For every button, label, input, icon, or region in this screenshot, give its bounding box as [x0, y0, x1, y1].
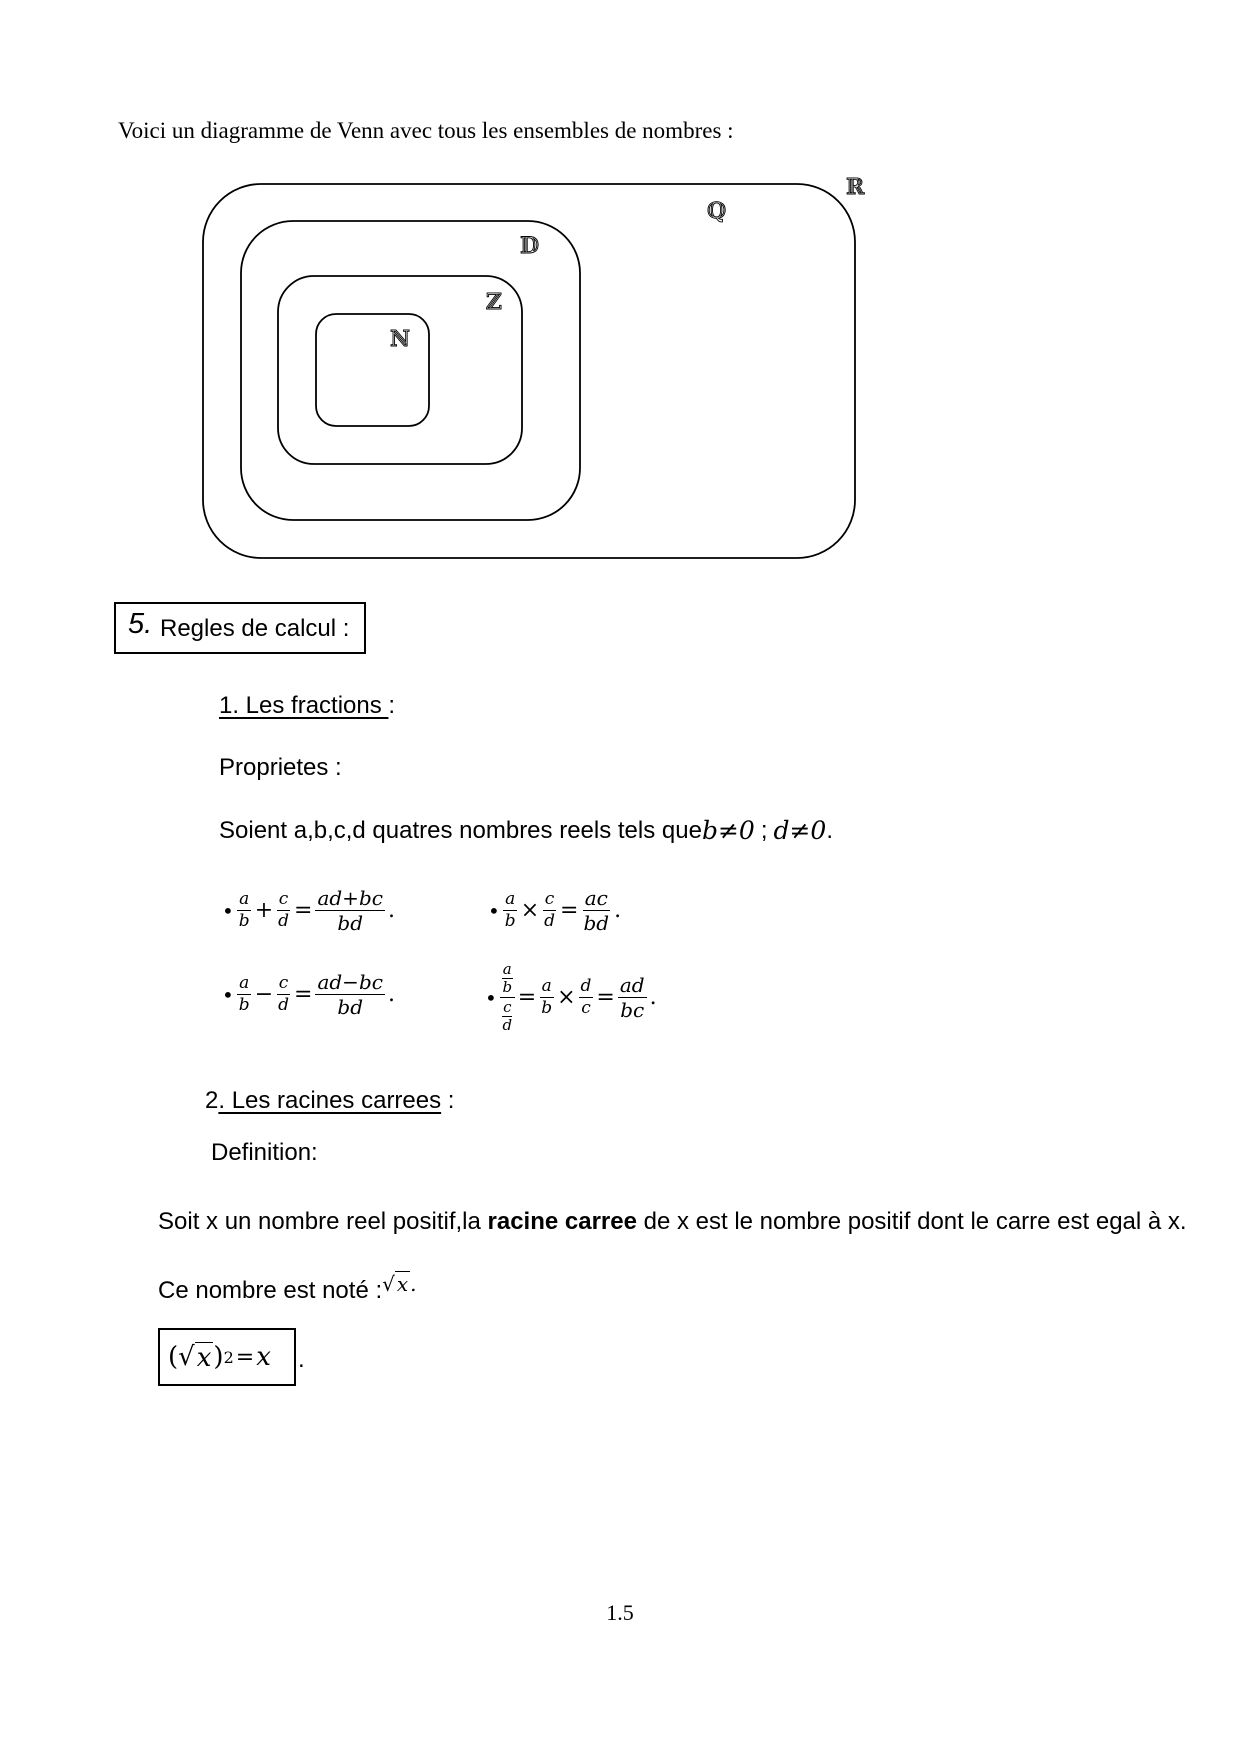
fractions-heading: 1. Les fractions :: [219, 692, 396, 719]
noted-line: Ce nombre est noté : √ x .: [158, 1272, 417, 1304]
label-r: ℝ: [846, 175, 865, 200]
identity-box: ( √ x ) 2 = x: [158, 1328, 296, 1386]
intro-text: Voici un diagramme de Venn avec tous les ensembles de nombres :: [118, 118, 734, 143]
formula-division: • a b c d = $\frac{a}{b}$ × $\frac{d}{c}$ = $\frac{ad}{bc}$ .: [485, 960, 657, 1034]
properties-label: Proprietes :: [219, 754, 342, 781]
label-n: ℕ: [390, 327, 411, 352]
sqrt-x-symbol: √ x .: [382, 1272, 417, 1296]
label-q: ℚ: [707, 199, 727, 224]
formula-sum: • $\frac{a}{b}$ + $\frac{c}{d}$ = $\frac{ad+bc}{bd}$ .: [222, 886, 395, 935]
set-n-outline: [316, 314, 429, 426]
condition-d: d≠0: [773, 816, 827, 845]
fractions-statement: Soient a,b,c,d quatres nombres reels tels que b≠0 ; d≠0 .: [219, 816, 834, 845]
identity-period: .: [298, 1346, 305, 1373]
definition-bold-term: racine carree: [487, 1208, 637, 1235]
label-d: 𝔻: [520, 234, 540, 259]
formula-product: • $\frac{a}{b}$ × $\frac{c}{d}$ = $\frac{ac}{bd}$ .: [488, 886, 622, 935]
venn-diagram: [0, 0, 1240, 600]
definition-text: Soit x un nombre reel positif,la racine carree de x est le nombre positif dont le carre est egal à x.: [158, 1208, 1187, 1235]
section-title: Regles de calcul :: [160, 615, 350, 642]
formula-difference: • $\frac{a}{b}$ − $\frac{c}{d}$ = $\frac{ad-bc}{bd}$ .: [222, 970, 395, 1019]
condition-b: b≠0: [701, 816, 755, 845]
page-number: 1.5: [606, 1600, 634, 1625]
roots-heading: 2. Les racines carrees :: [205, 1087, 455, 1114]
section-heading-box: [114, 602, 366, 654]
set-d-outline: [241, 221, 580, 520]
section-number: 5.: [128, 608, 153, 640]
label-z: ℤ: [486, 290, 503, 315]
definition-label: Definition:: [211, 1139, 318, 1166]
